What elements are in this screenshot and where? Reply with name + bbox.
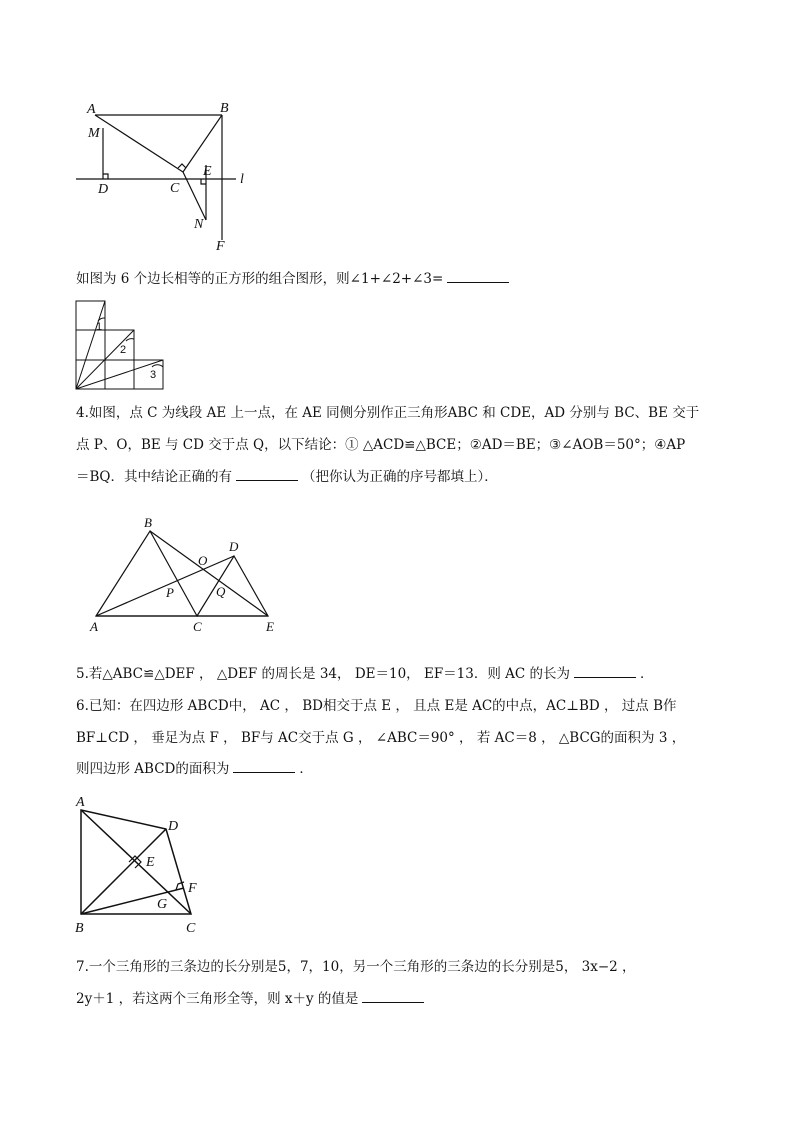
fig1-label: N — [194, 217, 204, 232]
q6-line3-tail: ． — [299, 761, 313, 777]
fig1-label: F — [216, 239, 225, 254]
fig6-label: E — [146, 855, 155, 870]
fig1-label: D — [98, 182, 109, 197]
q6-answer-blank[interactable] — [233, 760, 295, 773]
q6-line2: BF⊥CD ， 垂足为点 F ， BF与 AC交于点 G ， ∠ABC＝90° ， 若 AC＝8 ， △BCG的面积为 3 ， — [76, 730, 686, 746]
fig4-label: A — [90, 619, 98, 634]
angle-label: 1 — [96, 321, 103, 333]
fig4-label: P — [166, 585, 174, 600]
fig1-label: l — [240, 172, 244, 187]
q3-text — [76, 270, 513, 288]
fig6-label: F — [188, 881, 197, 896]
fig4-label: C — [193, 619, 202, 634]
fig4-label: O — [198, 553, 208, 568]
fig1-label: C — [170, 181, 180, 196]
fig4-label: Q — [216, 584, 226, 599]
q4-answer-blank[interactable] — [236, 468, 298, 481]
q5-tail: ． — [640, 666, 654, 682]
q4-line1: 4.如图，点 C 为线段 AE 上一点，在 AE 同侧分别作正三角形ABC 和 CDE，AD 分别与 BC、BE 交于 — [76, 405, 700, 421]
fig6-label: D — [168, 819, 179, 834]
q6-line1: 6.已知：在四边形 ABCD中， AC ， BD相交于点 E ， 且点 E是 AC的中点，AC⊥BD ， 过点 B作 — [76, 698, 677, 714]
fig4-label: B — [144, 515, 152, 530]
fig4-label: D — [229, 539, 239, 554]
figure-q2 — [70, 100, 260, 255]
q5-question: 5.若△ABC≌△DEF ， △DEF 的周长是 34， DE＝10， EF＝13．则 AC 的长为 — [76, 666, 571, 682]
figure-q6 — [70, 790, 210, 940]
q4-line3-text: ＝BQ．其中结论正确的有 — [76, 469, 232, 485]
figure-q3 — [70, 296, 170, 396]
fig1-label: E — [203, 164, 212, 179]
fig1-label: M — [88, 126, 100, 141]
q7-line2 — [76, 990, 428, 1008]
fig6-label: A — [76, 795, 85, 810]
fig1-label: B — [220, 101, 229, 116]
q3-question: 如图为 6 个边长相等的正方形的组合图形，则∠1+∠2+∠3= — [76, 271, 444, 287]
q3-answer-blank[interactable] — [447, 270, 509, 283]
q4-line3 — [76, 468, 498, 486]
figure-q4 — [85, 510, 285, 635]
fig6-label: G — [157, 897, 168, 912]
q6-line3-text: 则四边形 ABCD的面积为 — [76, 761, 230, 777]
q5-answer-blank[interactable] — [574, 665, 636, 678]
fig6-label: B — [75, 921, 84, 936]
q7-answer-blank[interactable] — [362, 990, 424, 1003]
angle-label: 2 — [120, 344, 127, 356]
angle-label: 3 — [150, 369, 157, 381]
q7-line1: 7.一个三角形的三条边的长分别是5，7，10，另一个三角形的三条边的长分别是5， 3x−2 ， — [76, 959, 636, 975]
q6-line3 — [76, 760, 313, 778]
q4-line2: 点 P、O，BE 与 CD 交于点 Q，以下结论：① △ACD≌△BCE；②AD＝BE；③∠AOB＝50°；④AP — [76, 437, 686, 453]
q7-line2-text: 2y＋1 ，若这两个三角形全等，则 x＋y 的值是 — [76, 991, 359, 1007]
q4-line3-tail: （把你认为正确的序号都填上）． — [302, 469, 498, 485]
fig1-label: A — [87, 102, 96, 117]
q5-text — [76, 665, 654, 683]
fig4-label: E — [266, 619, 274, 634]
fig6-label: C — [186, 921, 196, 936]
